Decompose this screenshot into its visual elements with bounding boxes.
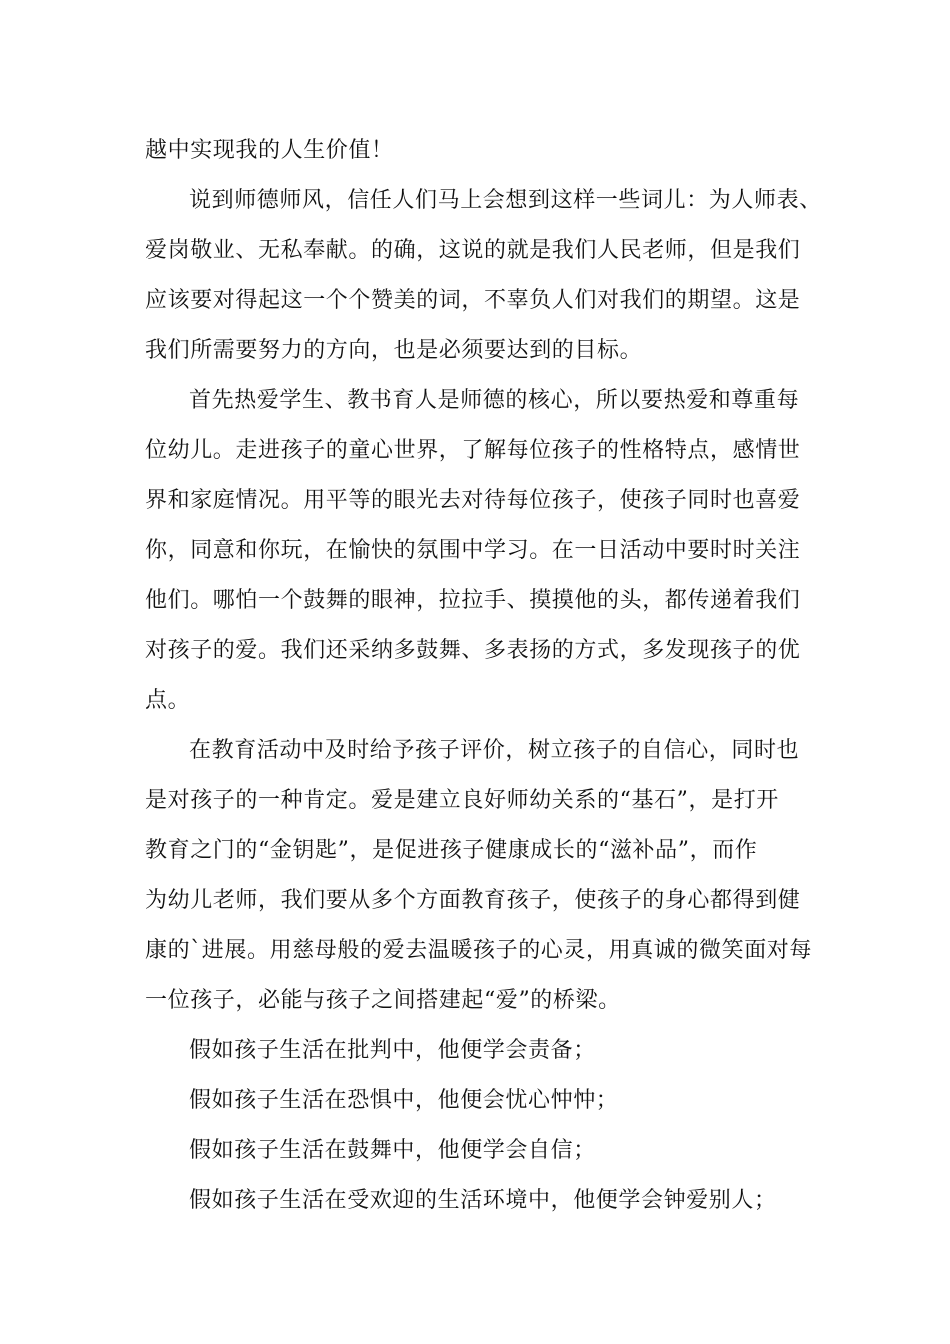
text-line-8: 界和家庭情况。用平等的眼光去对待每位孩子，使孩子同时也喜爱 (145, 488, 801, 513)
text-line-22: 假如孩子生活在受欢迎的生活环境中，他便学会钟爱别人； (189, 1188, 777, 1213)
document-body (145, 126, 822, 1226)
text-line-6: 首先热爱学生、教书育人是师德的核心，所以要热爱和尊重每 (189, 388, 800, 413)
text-line-2: 说到师德师风，信任人们马上会想到这样一些词儿：为人师表、 (189, 188, 822, 213)
text-line-16: 为幼儿老师，我们要从多个方面教育孩子，使孩子的身心都得到健 (145, 888, 801, 913)
text-line-9: 你，同意和你玩，在愉快的氛围中学习。在一日活动中要时时关注 (145, 538, 801, 563)
text-line-1: 越中实现我的人生价值！ (145, 138, 394, 163)
text-line-10: 他们。哪怕一个鼓舞的眼神，拉拉手、摸摸他的头，都传递着我们 (145, 588, 801, 613)
text-line-12: 点。 (145, 688, 191, 713)
text-line-21: 假如孩子生活在鼓舞中，他便学会自信； (189, 1138, 596, 1163)
text-line-7: 位幼儿。走进孩子的童心世界，了解每位孩子的性格特点，感情世 (145, 438, 801, 463)
text-line-11: 对孩子的爱。我们还采纳多鼓舞、多表扬的方式，多发现孩子的优 (145, 638, 801, 663)
text-line-4: 应该要对得起这一个个赞美的词，不辜负人们对我们的期望。这是 (145, 288, 801, 313)
text-line-5: 我们所需要努力的方向，也是必须要达到的目标。 (145, 338, 643, 363)
text-line-13: 在教育活动中及时给予孩子评价，树立孩子的自信心，同时也 (189, 738, 800, 763)
text-line-18: 一位孩子，必能与孩子之间搭建起“爱”的桥梁。 (145, 988, 621, 1013)
text-line-19: 假如孩子生活在批判中，他便学会责备； (189, 1038, 596, 1063)
text-line-14: 是对孩子的一种肯定。爱是建立良好师幼关系的“基石”，是打开 (145, 788, 779, 813)
text-line-20: 假如孩子生活在恐惧中，他便会忧心忡忡； (189, 1088, 619, 1113)
text-line-3: 爱岗敬业、无私奉献。的确，这说的就是我们人民老师，但是我们 (145, 238, 801, 263)
text-line-15: 教育之门的“金钥匙”，是促进孩子健康成长的“滋补品”，而作 (145, 838, 758, 863)
text-line-17: 康的`进展。用慈母般的爱去温暖孩子的心灵，用真诚的微笑面对每 (145, 938, 813, 963)
